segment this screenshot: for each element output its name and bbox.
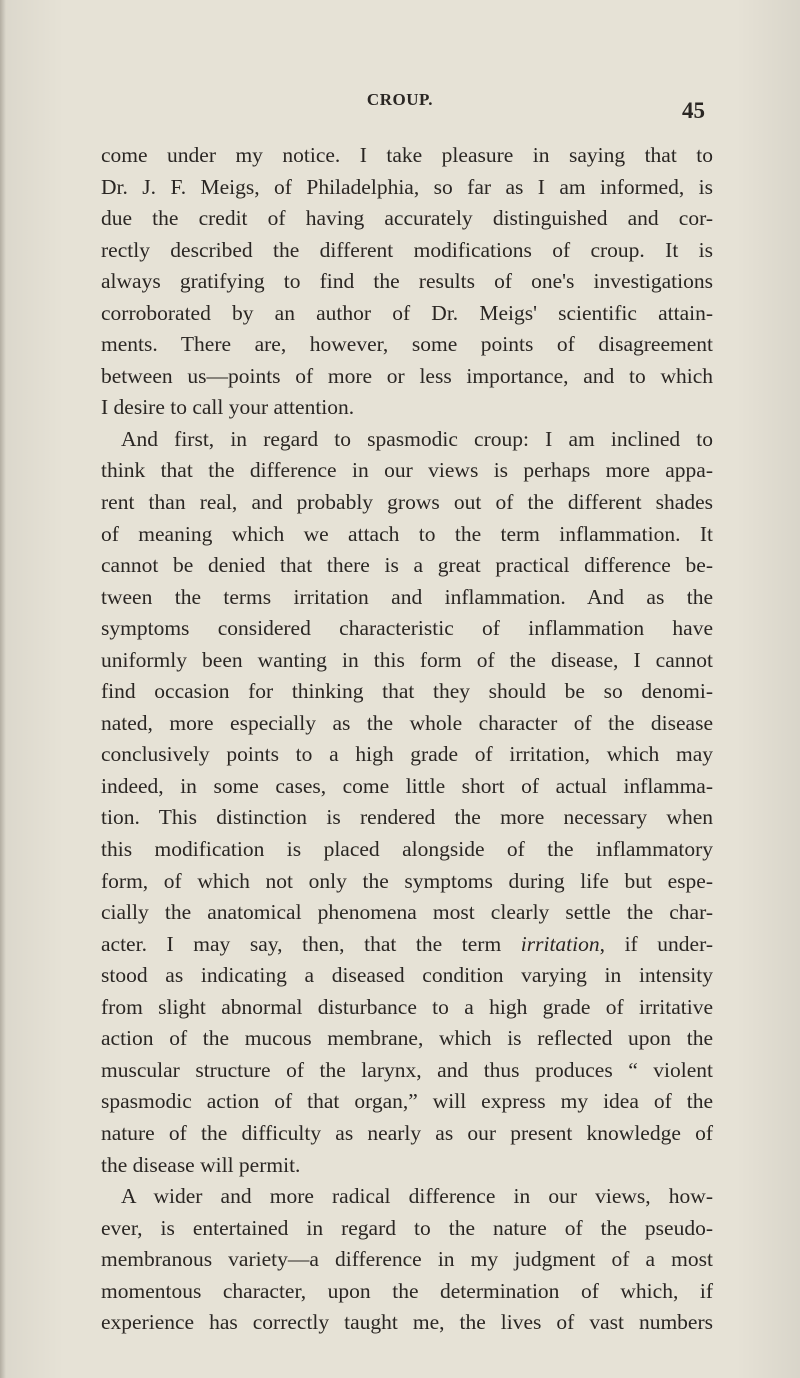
page-number: 45 — [682, 98, 705, 123]
text-line: cially the anatomical phenomena most clearly settle the char- — [101, 900, 713, 925]
text-line-with-italic — [101, 929, 713, 961]
text-line: momentous character, upon the determination of which, if — [101, 1278, 713, 1303]
text-line: from slight abnormal disturbance to a high grade of irritative — [101, 994, 713, 1019]
text-line: conclusively points to a high grade of irritation, which may — [101, 742, 713, 767]
page-gutter-shadow — [0, 0, 6, 1378]
text-line: experience has correctly taught me, the lives of vast numbers — [101, 1310, 713, 1335]
text-line: stood as indicating a diseased condition varying in intensity — [101, 963, 713, 988]
body-text — [101, 140, 713, 1339]
paragraph-start-line: A wider and more radical difference in our views, how- — [121, 1184, 713, 1209]
text-line: due the credit of having accurately distinguished and cor- — [101, 206, 713, 231]
paragraph-end-line: the disease will permit. — [101, 1152, 301, 1177]
text-line: come under my notice. I take pleasure in saying that to — [101, 143, 713, 167]
text-line: this modification is placed alongside of the inflammatory — [101, 837, 713, 862]
text-line: indeed, in some cases, come little short of actual inflamma- — [101, 773, 713, 798]
running-head: CROUP. — [366, 90, 434, 109]
text-line: cannot be denied that there is a great practical difference be- — [101, 553, 713, 578]
text-line: of meaning which we attach to the term inflammation. It — [101, 521, 713, 546]
text-line: tween the terms irritation and inflammation. And as the — [101, 584, 713, 609]
text-line: spasmodic action of that organ,” will express my idea of the — [101, 1089, 713, 1114]
text-line: rectly described the different modifications of croup. It is — [101, 237, 713, 262]
text-line: form, of which not only the symptoms during life but espe- — [101, 868, 713, 893]
text-line: ments. There are, however, some points of disagreement — [101, 332, 713, 357]
text-line: think that the difference in our views is perhaps more appa- — [101, 458, 713, 483]
text-line: find occasion for thinking that they should be so denomi- — [101, 679, 713, 704]
text-line: rent than real, and probably grows out of the different shades — [101, 490, 713, 515]
paragraph-start-line: And first, in regard to spasmodic croup: I am inclined to — [121, 426, 713, 451]
text-line: ever, is entertained in regard to the nature of the pseudo- — [101, 1215, 713, 1240]
text-line: action of the mucous membrane, which is reflected upon the — [101, 1026, 713, 1051]
text-line: always gratifying to find the results of one's investigations — [101, 269, 713, 294]
text-line: nature of the difficulty as nearly as our present knowledge of — [101, 1120, 713, 1145]
paragraph-end-line: I desire to call your attention. — [101, 395, 355, 420]
text-run: , if under- — [599, 931, 713, 956]
text-run: acter. I may say, then, that the term — [101, 931, 521, 956]
text-line: between us—points of more or less importance, and to which — [101, 363, 713, 388]
text-line: muscular structure of the larynx, and thus produces “ violent — [101, 1057, 713, 1082]
italic-term: irritation — [520, 931, 600, 956]
text-line: corroborated by an author of Dr. Meigs' scientific attain- — [101, 300, 713, 325]
text-line: membranous variety—a difference in my judgment of a most — [101, 1247, 713, 1272]
text-line: tion. This distinction is rendered the more necessary when — [101, 805, 713, 830]
text-line: nated, more especially as the whole character of the disease — [101, 710, 713, 735]
text-line: symptoms considered characteristic of inflammation have — [101, 616, 713, 641]
text-line: Dr. J. F. Meigs, of Philadelphia, so far as I am informed, is — [101, 174, 713, 199]
text-line: uniformly been wanting in this form of the disease, I cannot — [101, 647, 713, 672]
